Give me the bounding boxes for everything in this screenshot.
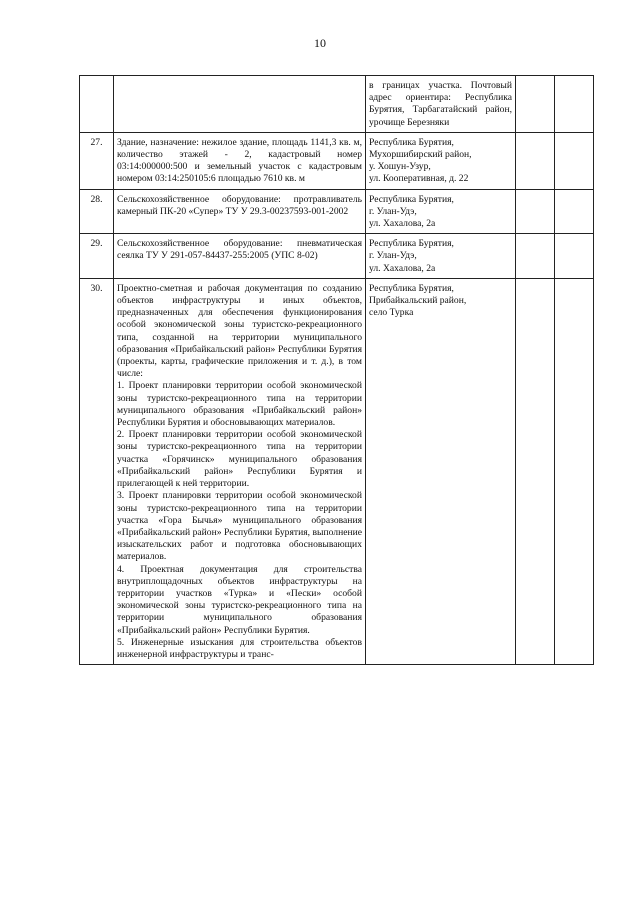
description-paragraph: 2. Проект планировки территории особой экономической зоны туристско-рекреационного типа на территории участка «Горячинск» муниципального образования «Прибайкальский район» Республики Бурятия и прилегающей к ней территории.: [117, 429, 362, 490]
description-paragraph: 1. Проект планировки территории особой экономической зоны туристско-рекреационного типа на территории муниципального образования «Прибайкальский район» Республики Бурятия и обосновывающих материалов.: [117, 380, 362, 429]
description-paragraph: 4. Проектная документация для строительства внутриплощадочных объектов инфраструктуры на территории участков «Турка» и «Пески» особой экономической зоны туристско-рекреационного типа на территории муниципального образования «Прибайкальский район» Республики Бурятия.: [117, 563, 362, 636]
item-description: [114, 278, 366, 664]
item-address: [366, 278, 516, 664]
empty-cell: [555, 234, 594, 279]
address-line: ул. Хахалова, 2а: [369, 218, 436, 230]
item-description: [114, 234, 366, 279]
table-row: [80, 189, 594, 234]
address-line: Прибайкальский район,: [369, 295, 467, 307]
table-row: [80, 278, 594, 664]
empty-cell: [516, 132, 555, 189]
item-address: [366, 76, 516, 133]
address-line: Республика Бурятия,: [369, 193, 454, 205]
table-row: [80, 234, 594, 279]
table-body: [80, 76, 594, 665]
empty-cell: [516, 234, 555, 279]
property-table: [79, 75, 594, 665]
description-paragraph: Здание, назначение: нежилое здание, площадь 1141,3 кв. м, количество этажей - 2, кадастровый номер 03:14:000000:500 и земельный участок с кадастровым номером 03:14:250105:6 площадью 7610 кв. м: [117, 136, 362, 185]
empty-cell: [516, 76, 555, 133]
row-number: 27.: [80, 132, 114, 189]
description-paragraph: Проектно-сметная и рабочая документация по созданию объектов инфраструктуры и иных объектов, предназначенных для обеспечения функционирования особой экономической зоны туристско-рекреационного типа, созданной на территории муниципального образования «Прибайкальский район» Республики Бурятия (проекты, карты, графические приложения и т. д.), в том числе:: [117, 282, 362, 380]
item-description: [114, 189, 366, 234]
address-line: г. Улан-Удэ,: [369, 205, 417, 217]
empty-cell: [555, 189, 594, 234]
description-paragraph: 5. Инженерные изыскания для строительства объектов инженерной инфраструктуры и транс-: [117, 636, 362, 660]
address-line: село Турка: [369, 307, 414, 319]
row-number: [80, 76, 114, 133]
address-line: ул. Кооперативная, д. 22: [369, 173, 469, 185]
address-line: г. Улан-Удэ,: [369, 250, 417, 262]
item-description: [114, 132, 366, 189]
address-line: Мухоршибирский район,: [369, 149, 472, 161]
description-paragraph: Сельскохозяйственное оборудование: протравливатель камерный ПК-20 «Супер» ТУ У 29.3-00237593-001-2002: [117, 193, 362, 217]
empty-cell: [555, 132, 594, 189]
row-number: 30.: [80, 278, 114, 664]
description-paragraph: 3. Проект планировки территории особой экономической зоны туристско-рекреационного типа на территории участка «Гора Бычья» муниципального образования «Прибайкальский район» Республики Бурятия, выполнение изыскательских работ и подготовка обосновывающих материалов.: [117, 490, 362, 563]
table-row: [80, 132, 594, 189]
row-number: 29.: [80, 234, 114, 279]
empty-cell: [516, 278, 555, 664]
address-line: Республика Бурятия,: [369, 238, 454, 250]
address-line: Республика Бурятия,: [369, 136, 454, 148]
page-number: 10: [314, 36, 326, 50]
item-address: [366, 234, 516, 279]
address-line: в границах участка. Почтовый адрес ориентира: Республика Бурятия, Тарбагатайский район, урочище Березняки: [369, 80, 512, 128]
item-description: [114, 76, 366, 133]
address-line: ул. Хахалова, 2а: [369, 262, 436, 274]
empty-cell: [555, 76, 594, 133]
item-address: [366, 189, 516, 234]
empty-cell: [555, 278, 594, 664]
row-number: 28.: [80, 189, 114, 234]
table-row: [80, 76, 594, 133]
address-line: Республика Бурятия,: [369, 282, 454, 294]
address-line: у. Хошун-Узур,: [369, 161, 431, 173]
item-address: [366, 132, 516, 189]
empty-cell: [516, 189, 555, 234]
description-paragraph: Сельскохозяйственное оборудование: пневматическая сеялка ТУ У 291-057-84437-255:2005 (УПС 8-02): [117, 238, 362, 262]
